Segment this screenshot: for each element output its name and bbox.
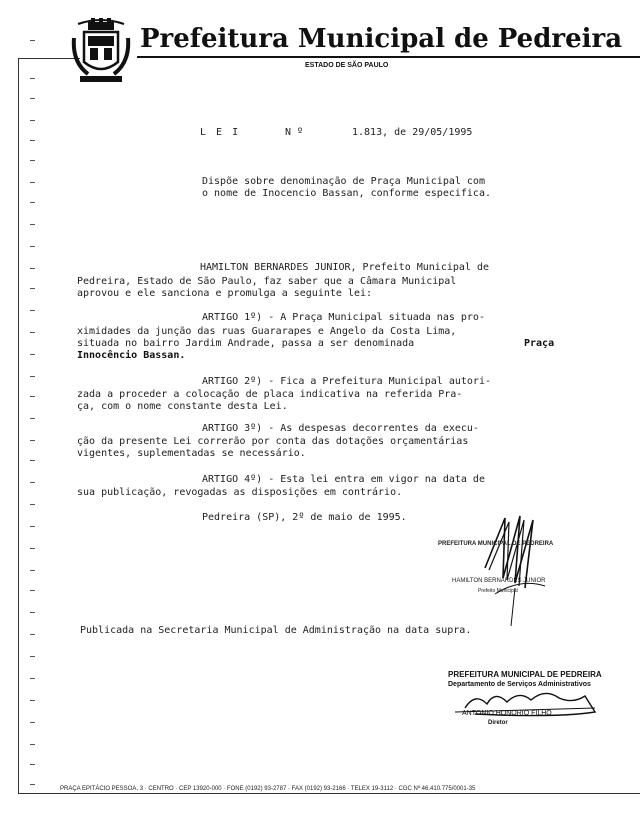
preamble-line: aprovou e ele sanciona e promulga a seguinte lei: xyxy=(77,288,373,299)
article-4-line: ARTIGO 4º) - Esta lei entra em vigor na data de xyxy=(202,474,485,485)
mayor-stamp-org: PREFEITURA MUNICIPAL DE PEDREIRA xyxy=(438,541,554,547)
article-3-line: vigentes, suplementadas se necessário. xyxy=(77,448,306,459)
mayor-stamp-role: Prefeito Municipal xyxy=(478,588,518,594)
director-signature-icon xyxy=(435,684,605,724)
letterhead-rule xyxy=(137,56,640,58)
article-1-line: ximidades da junção das ruas Guararapes e Angelo da Costa Lima, xyxy=(77,326,457,337)
article-3-line: ção da presente Lei correrão por conta das dotações orçamentárias xyxy=(77,436,469,447)
preamble-line: HAMILTON BERNARDES JUNIOR, Prefeito Municipal de xyxy=(200,262,489,273)
article-2-line: zada a proceder a colocação de placa indicativa na referida Pra- xyxy=(77,389,463,400)
municipal-crest-icon xyxy=(70,18,132,90)
article-3-line: ARTIGO 3º) - As despesas decorrentes da execu- xyxy=(202,423,479,434)
law-heading-lei: L E I xyxy=(200,127,241,138)
summary-line: Dispõe sobre denominação de Praça Municipal com xyxy=(202,176,485,187)
article-1-praca-name: Innocêncio Bassan. xyxy=(77,350,186,361)
article-1-line: ARTIGO 1º) - A Praça Municipal situada nas pro- xyxy=(202,312,485,323)
letterhead-footer: PRAÇA EPITÁCIO PESSOA, 3 · CENTRO · CEP 13920-000 · FONE (0192) 93-2787 · FAX (0192) 93-2166 · TELEX 19-3112 · CGC Nº 46.410.775/0001-35 xyxy=(60,786,476,792)
summary-line: o nome de Inocencio Bassan, conforme especifica. xyxy=(202,188,491,199)
mayor-signature-icon xyxy=(475,508,555,628)
article-4-line: sua publicação, revogadas as disposições em contrário. xyxy=(77,487,403,498)
page-frame-bottom xyxy=(18,793,640,794)
law-heading-number: 1.813, de 29/05/1995 xyxy=(352,127,473,138)
article-1-line: situada no bairro Jardim Andrade, passa a ser denominada xyxy=(77,338,415,349)
scan-margin-marks xyxy=(30,40,38,800)
director-stamp-org: PREFEITURA MUNICIPAL DE PEDREIRA xyxy=(448,670,602,679)
director-stamp-role: Diretor xyxy=(488,720,508,726)
publication-note: Publicada na Secretaria Municipal de Administração na data supra. xyxy=(80,625,472,636)
mayor-stamp-name: HAMILTON BERNARDES JUNIOR xyxy=(452,578,546,584)
law-heading-no: N º xyxy=(285,127,304,138)
article-1-praca-name: Praça xyxy=(524,338,555,349)
letterhead-title: Prefeitura Municipal de Pedreira xyxy=(140,24,623,54)
preamble-line: Pedreira, Estado de São Paulo, faz saber que a Câmara Municipal xyxy=(77,276,457,287)
director-stamp-dept: Departamento de Serviços Administrativos xyxy=(448,681,591,688)
page-frame-left xyxy=(18,58,19,793)
article-2-line: ça, com o nome constante desta Lei. xyxy=(77,401,288,412)
article-2-line: ARTIGO 2º) - Fica a Prefeitura Municipal autori- xyxy=(202,376,491,387)
director-stamp-name: ANTONIO HONORIO FILHO xyxy=(462,710,552,717)
date-line: Pedreira (SP), 2º de maio de 1995. xyxy=(202,512,407,523)
letterhead-subtitle: ESTADO DE SÃO PAULO xyxy=(305,62,389,69)
